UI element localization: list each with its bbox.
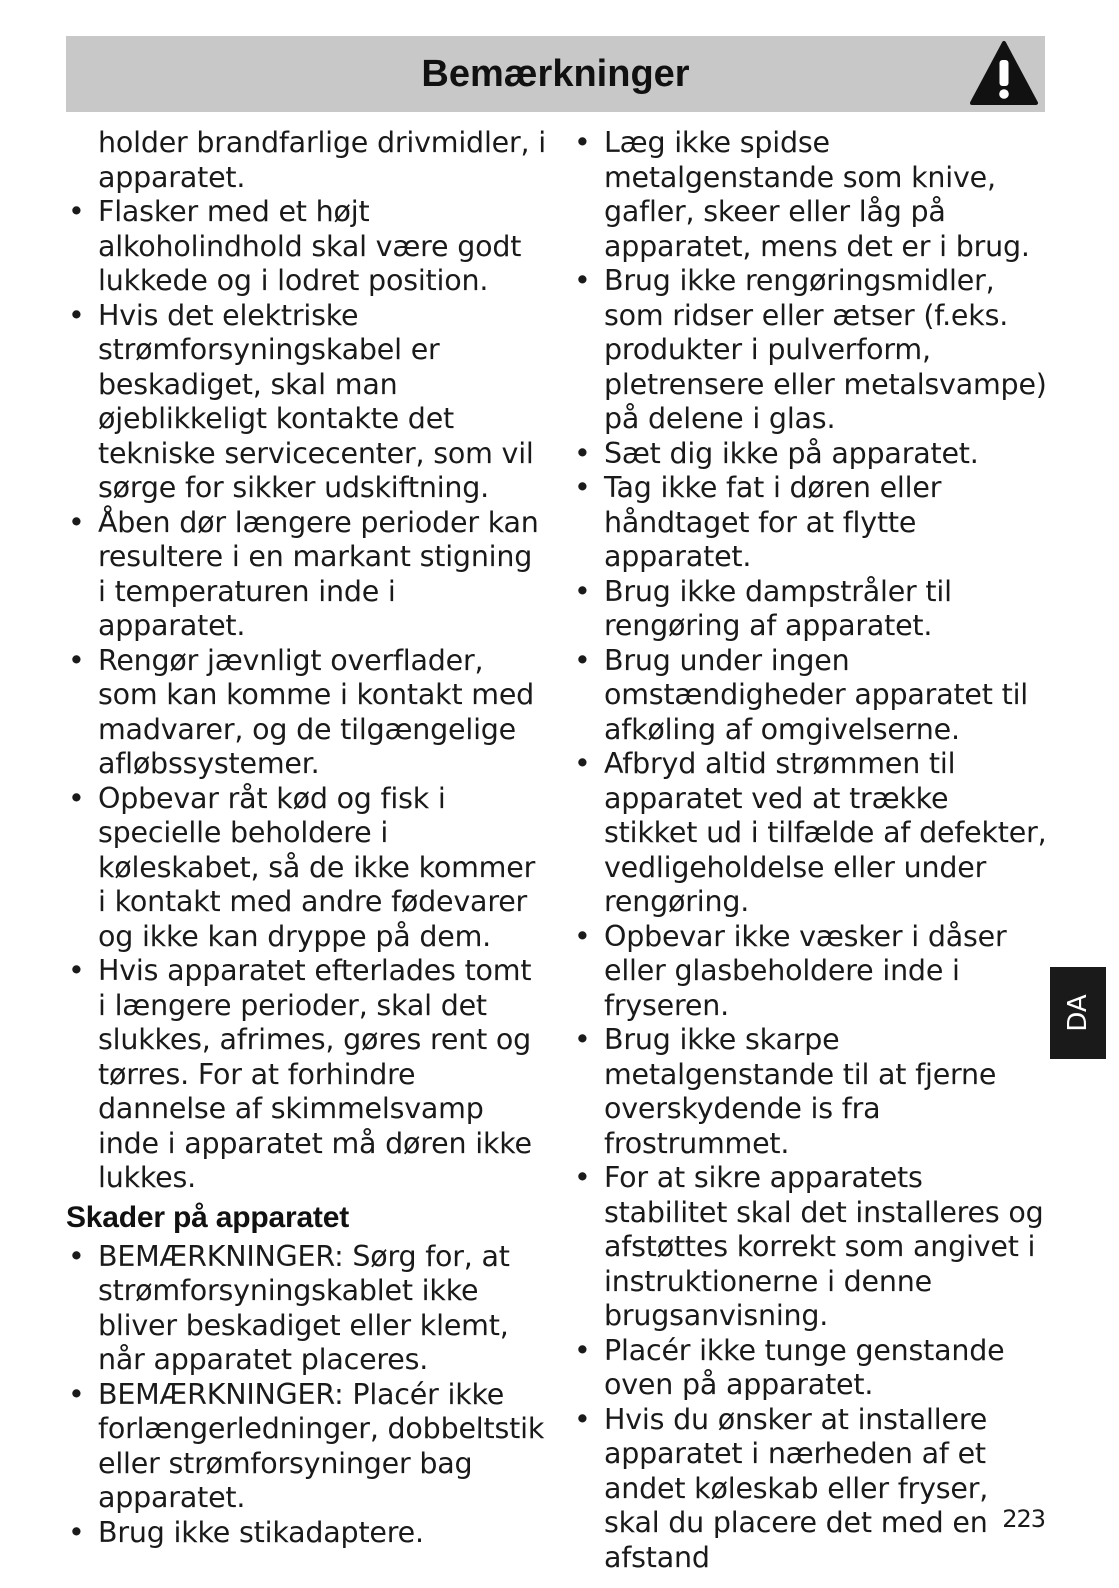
list-item: • Brug under ingen omstændigheder apparatet til afkøling af omgivelserne. xyxy=(572,644,1050,748)
list-item: • BEMÆRKNINGER: Placér ikke forlængerledninger, dobbeltstik eller strømforsyninger bag apparatet. xyxy=(66,1378,546,1516)
list-item: • Opbevar ikke væsker i dåser eller glasbeholdere inde i fryseren. xyxy=(572,920,1050,1024)
list-item: • Brug ikke dampstråler til rengøring af apparatet. xyxy=(572,575,1050,644)
list-item: • Hvis du ønsker at installere apparatet i nærheden af et andet køleskab eller fryser, skal du placere det med en afstand xyxy=(572,1403,1050,1576)
left-column xyxy=(66,126,546,1550)
list-item: • Brug ikke skarpe metalgenstande til at fjerne overskydende is fra frostrummet. xyxy=(572,1023,1050,1161)
section-bullet-list xyxy=(66,1240,546,1551)
left-bullet-list xyxy=(66,195,546,1196)
list-item: • Åben dør længere perioder kan resultere i en markant stigning i temperaturen inde i apparatet. xyxy=(66,506,546,644)
warning-triangle-icon xyxy=(969,40,1039,106)
right-bullet-list xyxy=(572,126,1050,1575)
list-item: • BEMÆRKNINGER: Sørg for, at strømforsyningskablet ikke bliver beskadiget eller klemt, når apparatet placeres. xyxy=(66,1240,546,1378)
language-tab xyxy=(1050,967,1106,1059)
list-item: • Brug ikke rengøringsmidler, som ridser eller ætser (f.eks. produkter i pulverform, pletrensere eller metalsvampe) på delene i glas. xyxy=(572,264,1050,437)
right-column xyxy=(572,126,1050,1575)
page-header xyxy=(66,36,1045,112)
language-tab-label: DA xyxy=(1063,994,1093,1032)
list-item: • Tag ikke fat i døren eller håndtaget for at flytte apparatet. xyxy=(572,471,1050,575)
list-item: • Flasker med et højt alkoholindhold skal være godt lukkede og i lodret position. xyxy=(66,195,546,299)
list-item: • Hvis det elektriske strømforsyningskabel er beskadiget, skal man øjeblikkeligt kontakte det tekniske servicecenter, som vil sørge for sikker udskiftning. xyxy=(66,299,546,506)
list-item: • For at sikre apparatets stabilitet skal det installeres og afstøttes korrekt som angivet i instruktionerne i denne brugsanvisning. xyxy=(572,1161,1050,1334)
page-number: 223 xyxy=(1002,1505,1045,1533)
continued-text: holder brandfarlige drivmidler, i apparatet. xyxy=(98,126,546,194)
list-item: • Opbevar råt kød og fisk i specielle beholdere i køleskabet, så de ikke kommer i kontakt med andre fødevarer og ikke kan dryppe på dem. xyxy=(66,782,546,955)
page-title: Bemærkninger xyxy=(421,53,690,95)
list-item: • Placér ikke tunge genstande oven på apparatet. xyxy=(572,1334,1050,1403)
list-item: • Læg ikke spidse metalgenstande som knive, gafler, skeer eller låg på apparatet, mens det er i brug. xyxy=(572,126,1050,264)
section-heading: Skader på apparatet xyxy=(66,1200,349,1234)
list-item: • Sæt dig ikke på apparatet. xyxy=(572,437,1050,472)
list-item: • Afbryd altid strømmen til apparatet ved at trække stikket ud i tilfælde af defekter, vedligeholdelse eller under rengøring. xyxy=(572,747,1050,920)
list-item: • Hvis apparatet efterlades tomt i længere perioder, skal det slukkes, afrimes, gøres rent og tørres. For at forhindre dannelse af skimmelsvamp inde i apparatet må døren ikke lukkes. xyxy=(66,954,546,1196)
list-item: • Brug ikke stikadaptere. xyxy=(66,1516,546,1551)
list-item: • Rengør jævnligt overflader, som kan komme i kontakt med madvarer, og de tilgængelige afløbssystemer. xyxy=(66,644,546,782)
